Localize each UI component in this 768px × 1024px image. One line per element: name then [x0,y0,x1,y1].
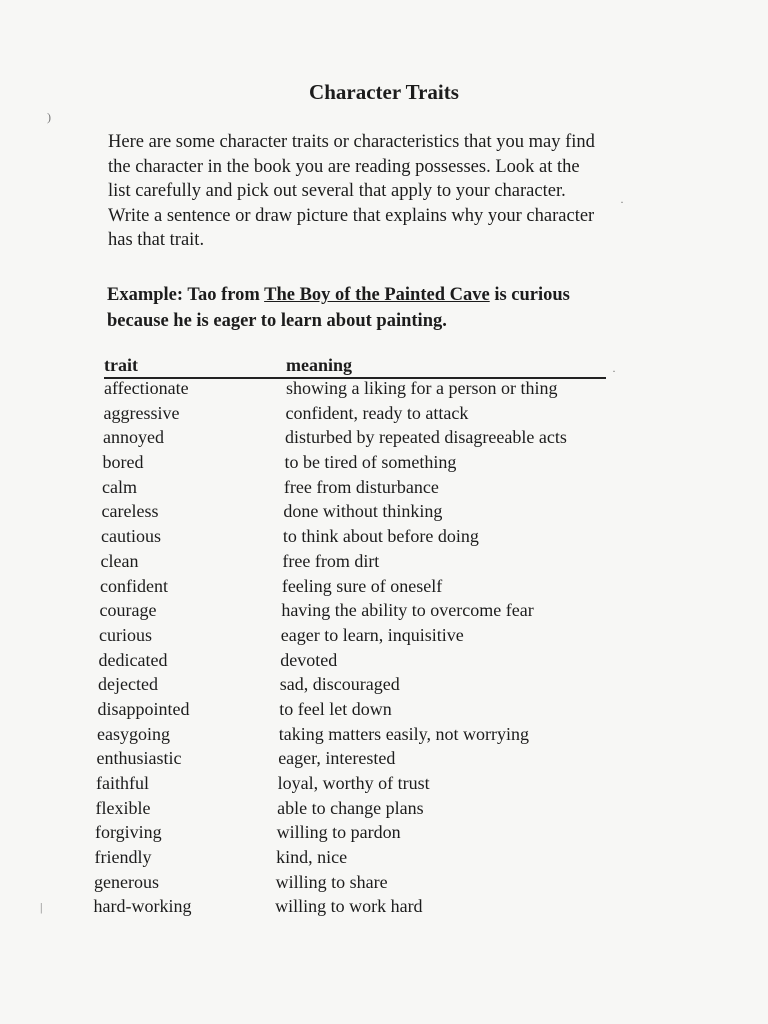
meaning-cell: done without thinking [283,501,443,522]
page-title: Character Traits [309,80,459,104]
table-row [0,896,768,921]
trait-cell: calm [102,476,137,497]
meaning-cell: willing to pardon [276,822,401,843]
meaning-cell: showing a liking for a person or thing [286,378,558,398]
trait-cell: confident [100,575,168,596]
example-line-2: because he is eager to learn about painting. [107,311,447,331]
meaning-cell: to be tired of something [284,452,457,473]
intro-line: has that trait. [108,230,205,250]
scan-speck: · [620,195,624,209]
scan-speck: ) [47,110,51,124]
trait-cell: cautious [101,526,161,547]
example-block [107,282,667,334]
trait-cell: affectionate [104,378,189,398]
meaning-cell: free from disturbance [283,476,439,497]
table-row [0,674,768,699]
table-row [0,477,768,502]
meaning-column-header: meaning [286,355,353,375]
meaning-cell: able to change plans [277,797,424,818]
trait-cell: curious [99,624,152,645]
intro-line: Here are some character traits or characteristics that you may find [108,132,595,152]
trait-cell: courage [99,600,157,621]
example-prefix: Example: Tao from [107,285,265,305]
trait-cell: annoyed [103,427,164,448]
meaning-cell: kind, nice [276,847,348,868]
trait-cell: forgiving [95,822,162,843]
table-row [0,576,768,601]
trait-cell: dejected [98,674,158,695]
trait-cell: clean [100,550,139,571]
trait-column-header: trait [104,355,138,375]
meaning-cell: devoted [280,649,338,670]
table-row [0,773,768,798]
example-line-1 [107,282,667,308]
meaning-cell: free from dirt [282,550,380,571]
table-row [0,724,768,749]
intro-paragraph [108,130,668,253]
meaning-cell: sad, discouraged [279,674,400,695]
table-row [0,551,768,576]
trait-cell: bored [102,452,144,473]
table-row [0,378,768,403]
trait-cell: flexible [95,797,151,818]
trait-cell: aggressive [103,402,180,423]
meaning-cell: to think about before doing [282,526,479,547]
trait-table [0,378,768,921]
trait-cell: disappointed [97,698,190,719]
intro-line: Write a sentence or draw picture that explains why your character [108,205,595,226]
table-header [104,353,606,379]
trait-cell: generous [94,871,159,892]
table-row [0,748,768,773]
example-book-title: The Boy of the Painted Cave [264,285,490,305]
table-row [0,403,768,428]
meaning-cell: taking matters easily, not worrying [278,723,529,744]
table-row [0,847,768,872]
intro-line: list carefully and pick out several that apply to your character. [108,181,566,201]
meaning-cell: disturbed by repeated disagreeable acts [284,427,567,448]
table-row [0,650,768,675]
meaning-cell: having the ability to overcome fear [281,600,534,621]
table-row [0,872,768,897]
table-row [0,526,768,551]
meaning-cell: eager, interested [278,748,396,769]
meaning-cell: eager to learn, inquisitive [280,624,464,645]
table-row [0,452,768,477]
table-row [0,600,768,625]
table-row [0,822,768,847]
table-row [0,501,768,526]
table-row [0,427,768,452]
scan-speck: · [612,364,616,378]
meaning-cell: loyal, worthy of trust [277,773,430,793]
meaning-cell: feeling sure of oneself [281,575,443,596]
table-row [0,699,768,724]
table-row [0,625,768,650]
meaning-cell: willing to share [275,871,388,892]
scan-speck: | [40,900,43,914]
meaning-cell: willing to work hard [275,896,423,917]
trait-cell: friendly [94,847,152,868]
meaning-cell: to feel let down [279,698,392,719]
meaning-cell: confident, ready to attack [285,402,469,423]
trait-cell: hard-working [93,896,192,917]
trait-cell: easygoing [97,723,170,744]
intro-line: the character in the book you are reading possesses. Look at the [108,156,580,177]
trait-cell: enthusiastic [96,748,182,769]
trait-cell: dedicated [98,649,168,670]
table-row [0,798,768,823]
trait-cell: careless [101,501,159,522]
example-suffix: is curious [489,285,570,305]
trait-cell: faithful [96,773,149,793]
